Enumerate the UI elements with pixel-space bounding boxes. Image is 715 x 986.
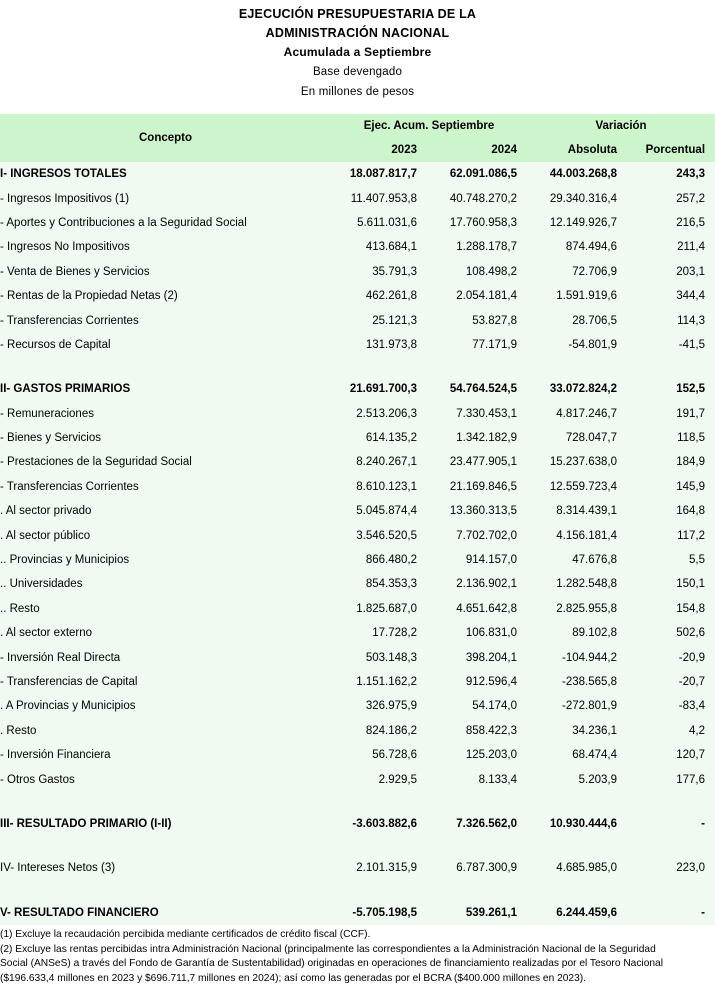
row-value-absoluta: 12.149.926,7 [527,211,627,235]
row-value-2024: 53.827,8 [427,308,527,332]
row-concept-label: - Aportes y Contribuciones a la Seguridad Social [0,211,331,235]
row-value-porcentual: 257,2 [627,186,715,210]
table-row [0,719,715,743]
table-spacer-row [0,836,715,856]
row-value-absoluta: 33.072.824,2 [527,377,627,401]
row-value-2024: 858.422,3 [427,719,527,743]
row-value-2023: 2.101.315,9 [331,856,427,880]
footnotes-block [0,925,715,986]
row-value-absoluta: 34.236,1 [527,719,627,743]
table-row [0,767,715,791]
row-concept-label: . Al sector público [0,523,331,547]
row-value-2023: 35.791,3 [331,260,427,284]
column-header-absoluta: Absoluta [527,138,627,162]
budget-execution-table [0,114,715,925]
table-row [0,694,715,718]
row-value-2023: 3.546.520,5 [331,523,427,547]
header-row-groups [0,114,715,138]
table-row [0,645,715,669]
table-row [0,523,715,547]
row-concept-label: - Venta de Bienes y Servicios [0,260,331,284]
row-value-absoluta: 8.314.439,1 [527,499,627,523]
table-row [0,670,715,694]
column-group-variacion: Variación [527,114,715,138]
row-value-2023: -3.603.882,6 [331,812,427,836]
row-value-absoluta: 4.817.246,7 [527,402,627,426]
row-value-absoluta: 728.047,7 [527,426,627,450]
row-concept-label: - Transferencias Corrientes [0,475,331,499]
table-row [0,333,715,357]
table-row [0,901,715,925]
table-row [0,743,715,767]
row-value-2024: 125.203,0 [427,743,527,767]
column-header-2023: 2023 [331,138,427,162]
table-row [0,284,715,308]
table-row [0,597,715,621]
row-value-2024: 8.133,4 [427,767,527,791]
table-row [0,426,715,450]
row-value-2024: 1.288.178,7 [427,235,527,259]
row-value-absoluta: 47.676,8 [527,548,627,572]
row-value-absoluta: -238.565,8 [527,670,627,694]
row-value-2023: 5.611.031,6 [331,211,427,235]
row-concept-label: - Inversión Real Directa [0,645,331,669]
row-concept-label: - Transferencias Corrientes [0,308,331,332]
row-value-2023: 18.087.817,7 [331,162,427,186]
table-row [0,235,715,259]
row-value-2024: 4.651.642,8 [427,597,527,621]
table-spacer-cell [0,836,715,856]
row-value-2023: 462.261,8 [331,284,427,308]
row-value-absoluta: 10.930.444,6 [527,812,627,836]
row-value-porcentual: 118,5 [627,426,715,450]
row-value-absoluta: 68.474,4 [527,743,627,767]
row-value-absoluta: 44.003.268,8 [527,162,627,186]
row-value-absoluta: 5.203,9 [527,767,627,791]
table-body [0,162,715,925]
row-value-2024: 2.054.181,4 [427,284,527,308]
footnote: (2) Excluye las rentas percibidas intra Administración Nacional (principalmente las correspondientes a la Administración Nacional de la Seguridad [0,943,656,955]
row-value-porcentual: 5,5 [627,548,715,572]
table-spacer-row [0,357,715,377]
row-value-porcentual: -20,7 [627,670,715,694]
table-row [0,499,715,523]
row-value-2023: 1.825.687,0 [331,597,427,621]
row-value-2024: 54.764.524,5 [427,377,527,401]
row-concept-label: - Rentas de la Propiedad Netas (2) [0,284,331,308]
row-value-2024: 106.831,0 [427,621,527,645]
row-value-2023: 25.121,3 [331,308,427,332]
footnote: Social (ANSeS) a través del Fondo de Garantía de Sustentabilidad) originadas en operaciones de financiamiento realizadas por el Tesoro Nacional [0,958,663,970]
row-value-absoluta: 28.706,5 [527,308,627,332]
row-value-absoluta: 2.825.955,8 [527,597,627,621]
footnote: (1) Excluye la recaudación percibida mediante certificados de crédito fiscal (CCF). [0,928,371,940]
column-group-ejec-acum: Ejec. Acum. Septiembre [331,114,527,138]
table-row [0,260,715,284]
row-value-absoluta: 89.102,8 [527,621,627,645]
row-value-porcentual: 223,0 [627,856,715,880]
row-value-2023: 5.045.874,4 [331,499,427,523]
table-spacer-row [0,792,715,812]
row-concept-label: IV- Intereses Netos (3) [0,856,331,880]
table-row [0,572,715,596]
table-spacer-cell [0,881,715,901]
row-concept-label: . Al sector privado [0,499,331,523]
column-header-concepto: Concepto [0,114,331,162]
row-value-2023: 2.513.206,3 [331,402,427,426]
row-concept-label: - Otros Gastos [0,767,331,791]
table-row [0,812,715,836]
row-value-2023: 1.151.162,2 [331,670,427,694]
row-value-absoluta: -104.944,2 [527,645,627,669]
row-value-porcentual: -41,5 [627,333,715,357]
table-row [0,856,715,880]
row-value-2023: -5.705.198,5 [331,901,427,925]
row-concept-label: III- RESULTADO PRIMARIO (I-II) [0,812,331,836]
row-value-2024: 23.477.905,1 [427,450,527,474]
row-value-porcentual: 191,7 [627,402,715,426]
row-value-absoluta: 12.559.723,4 [527,475,627,499]
row-concept-label: - Recursos de Capital [0,333,331,357]
row-concept-label: II- GASTOS PRIMARIOS [0,377,331,401]
row-value-2024: 6.787.300,9 [427,856,527,880]
row-value-2024: 13.360.313,5 [427,499,527,523]
row-value-absoluta: -54.801,9 [527,333,627,357]
row-concept-label: - Ingresos Impositivos (1) [0,186,331,210]
table-header [0,114,715,162]
row-value-porcentual: 203,1 [627,260,715,284]
table-row [0,548,715,572]
column-header-porcentual: Porcentual [627,138,715,162]
row-concept-label: . Resto [0,719,331,743]
row-value-2023: 2.929,5 [331,767,427,791]
row-value-2024: 54.174,0 [427,694,527,718]
row-value-absoluta: 1.282.548,8 [527,572,627,596]
table-row [0,308,715,332]
row-concept-label: - Prestaciones de la Seguridad Social [0,450,331,474]
row-concept-label: - Ingresos No Impositivos [0,235,331,259]
table-spacer-cell [0,792,715,812]
row-value-absoluta: 4.685.985,0 [527,856,627,880]
row-concept-label: . Al sector externo [0,621,331,645]
table-spacer-cell [0,357,715,377]
row-value-2024: 398.204,1 [427,645,527,669]
row-concept-label: . A Provincias y Municipios [0,694,331,718]
report-subtitle-units: En millones de pesos [300,86,415,98]
row-concept-label: .. Provincias y Municipios [0,548,331,572]
row-value-absoluta: -272.801,9 [527,694,627,718]
row-concept-label: - Transferencias de Capital [0,670,331,694]
table-row [0,475,715,499]
table-row [0,621,715,645]
row-value-2023: 21.691.700,3 [331,377,427,401]
table-spacer-row [0,881,715,901]
row-value-2023: 824.186,2 [331,719,427,743]
row-value-absoluta: 874.494,6 [527,235,627,259]
row-value-2023: 131.973,8 [331,333,427,357]
row-value-absoluta: 4.156.181,4 [527,523,627,547]
row-value-porcentual: 216,5 [627,211,715,235]
row-value-2024: 914.157,0 [427,548,527,572]
table-row [0,211,715,235]
row-value-2024: 1.342.182,9 [427,426,527,450]
row-value-2023: 11.407.953,8 [331,186,427,210]
row-value-2024: 62.091.086,5 [427,162,527,186]
row-value-2024: 40.748.270,2 [427,186,527,210]
column-header-2024: 2024 [427,138,527,162]
row-concept-label: - Bienes y Servicios [0,426,331,450]
row-value-2024: 7.702.702,0 [427,523,527,547]
row-concept-label: I- INGRESOS TOTALES [0,162,331,186]
table-row [0,162,715,186]
row-value-2023: 17.728,2 [331,621,427,645]
footnote: ($196.633,4 millones en 2023 y $696.711,7 millones en 2024); así como las generadas por el BCRA ($400.000 millones en 2023). [0,972,586,984]
row-value-porcentual: 502,6 [627,621,715,645]
report-title-line-2: ADMINISTRACIÓN NACIONAL [265,26,450,40]
row-value-absoluta: 29.340.316,4 [527,186,627,210]
row-value-porcentual: 150,1 [627,572,715,596]
row-value-porcentual: 145,9 [627,475,715,499]
table-row [0,450,715,474]
row-value-porcentual: 184,9 [627,450,715,474]
row-value-porcentual: 120,7 [627,743,715,767]
row-value-porcentual: - [627,901,715,925]
row-value-porcentual: 344,4 [627,284,715,308]
row-concept-label: - Inversión Financiera [0,743,331,767]
report-title-line-3: Acumulada a Septiembre [283,45,432,59]
row-value-2023: 503.148,3 [331,645,427,669]
report-title-line-1: EJECUCIÓN PRESUPUESTARIA DE LA [238,7,477,21]
row-value-2024: 7.330.453,1 [427,402,527,426]
row-value-2023: 854.353,3 [331,572,427,596]
row-value-porcentual: 4,2 [627,719,715,743]
row-value-2023: 614.135,2 [331,426,427,450]
row-value-2024: 17.760.958,3 [427,211,527,235]
row-concept-label: .. Resto [0,597,331,621]
row-concept-label: .. Universidades [0,572,331,596]
row-value-porcentual: -83,4 [627,694,715,718]
title-spacer [0,102,715,114]
table-row [0,186,715,210]
row-value-2023: 326.975,9 [331,694,427,718]
row-value-2024: 21.169.846,5 [427,475,527,499]
row-value-2024: 912.596,4 [427,670,527,694]
row-value-porcentual: 164,8 [627,499,715,523]
row-concept-label: - Remuneraciones [0,402,331,426]
row-value-2023: 56.728,6 [331,743,427,767]
row-value-2024: 108.498,2 [427,260,527,284]
report-title-block [0,0,715,114]
row-value-absoluta: 6.244.459,6 [527,901,627,925]
table-row [0,377,715,401]
row-value-porcentual: 154,8 [627,597,715,621]
row-value-2023: 8.610.123,1 [331,475,427,499]
row-value-porcentual: 117,2 [627,523,715,547]
row-value-absoluta: 72.706,9 [527,260,627,284]
row-value-2024: 7.326.562,0 [427,812,527,836]
row-value-porcentual: - [627,812,715,836]
report-subtitle-basis: Base devengado [312,66,403,78]
row-value-porcentual: -20,9 [627,645,715,669]
row-value-2023: 413.684,1 [331,235,427,259]
table-row [0,402,715,426]
row-value-absoluta: 15.237.638,0 [527,450,627,474]
row-value-2023: 8.240.267,1 [331,450,427,474]
row-concept-label: V- RESULTADO FINANCIERO [0,901,331,925]
row-value-porcentual: 177,6 [627,767,715,791]
row-value-2024: 539.261,1 [427,901,527,925]
row-value-porcentual: 114,3 [627,308,715,332]
row-value-porcentual: 211,4 [627,235,715,259]
row-value-2024: 2.136.902,1 [427,572,527,596]
budget-table-sheet [0,114,715,925]
row-value-2023: 866.480,2 [331,548,427,572]
row-value-absoluta: 1.591.919,6 [527,284,627,308]
row-value-porcentual: 243,3 [627,162,715,186]
row-value-2024: 77.171,9 [427,333,527,357]
row-value-porcentual: 152,5 [627,377,715,401]
